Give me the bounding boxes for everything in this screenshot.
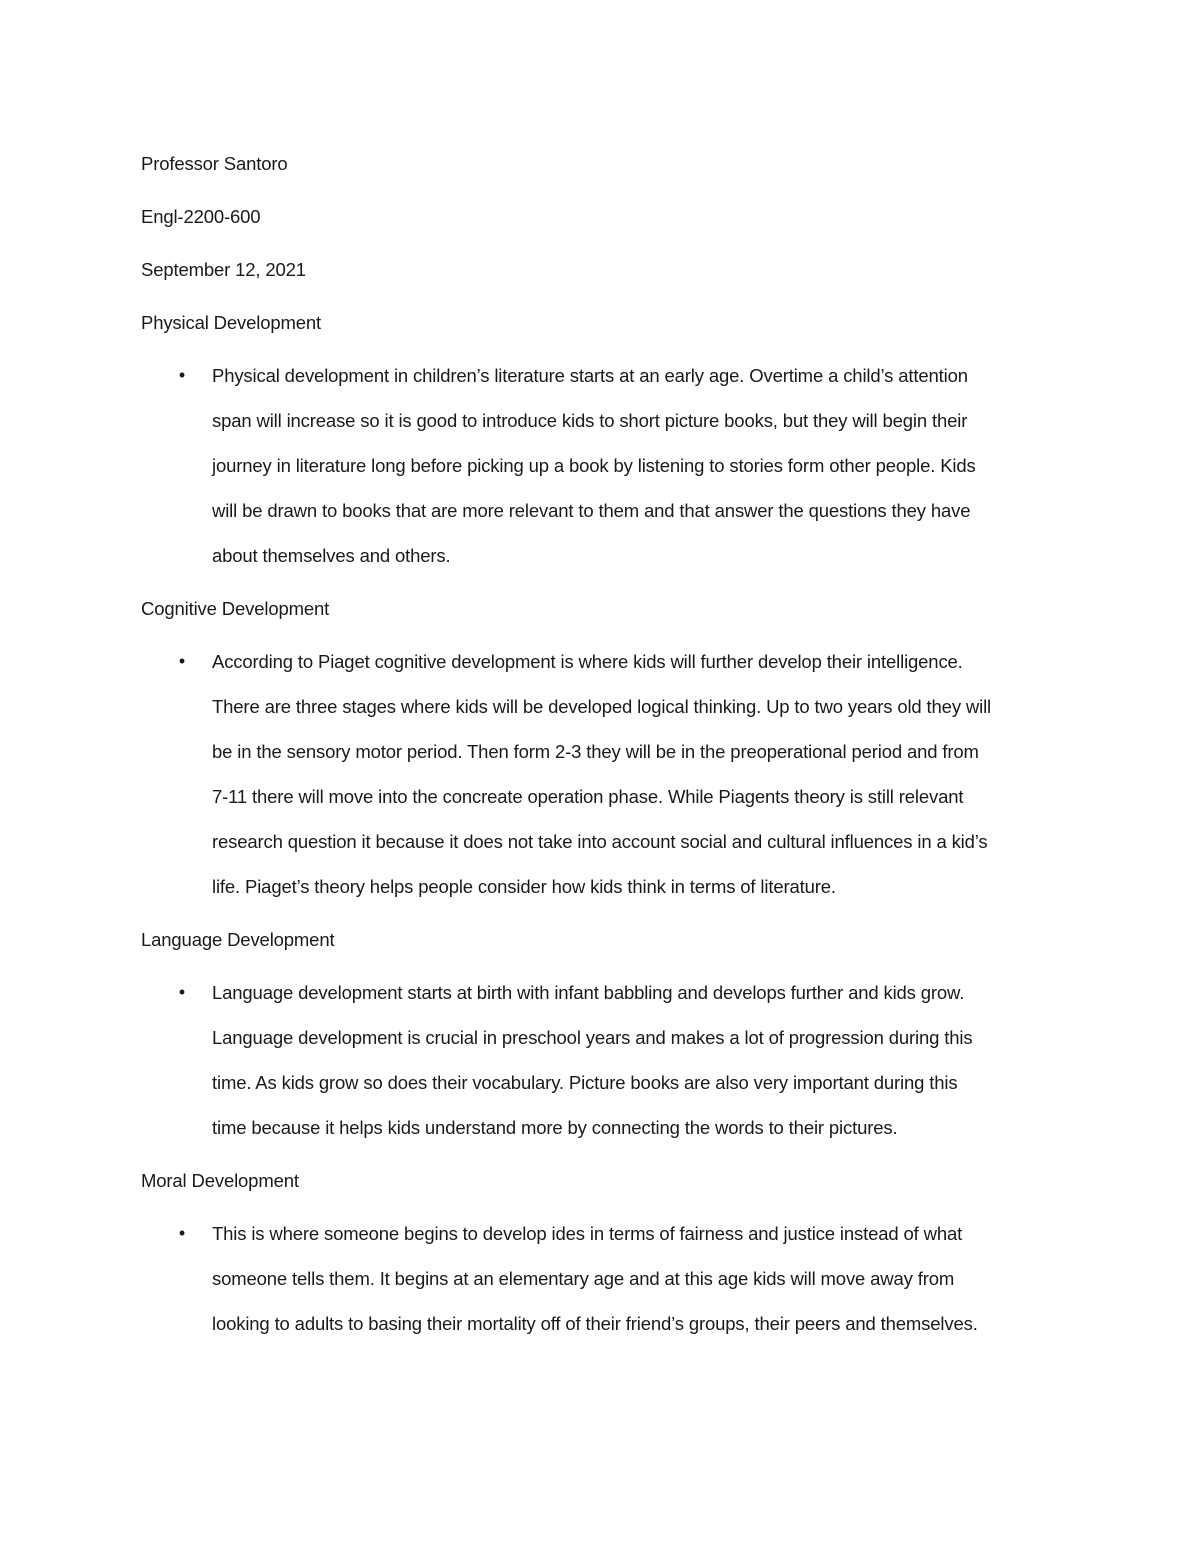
- paragraph-line: According to Piaget cognitive development is where kids will further develop their intelligence.: [212, 651, 963, 672]
- paragraph-line: There are three stages where kids will be developed logical thinking. Up to two years old they will: [212, 696, 992, 717]
- course-code: Engl-2200-600: [141, 206, 261, 227]
- bullet-list-language: [141, 970, 1061, 1150]
- section-heading-moral: Moral Development: [141, 1170, 299, 1191]
- paragraph-line: This is where someone begins to develop ides in terms of fairness and justice instead of what: [212, 1223, 963, 1244]
- list-item: [141, 970, 1061, 1150]
- paragraph-line: time because it helps kids understand more by connecting the words to their pictures.: [212, 1117, 898, 1138]
- bullet-icon: •: [178, 651, 186, 671]
- paragraph-line: someone tells them. It begins at an elementary age and at this age kids will move away from: [212, 1268, 955, 1289]
- bullet-list-cognitive: [141, 639, 1061, 909]
- bullet-icon: •: [178, 982, 186, 1002]
- list-item: [141, 639, 1061, 909]
- paragraph-line: journey in literature long before picking up a book by listening to stories form other people. Kids: [212, 455, 976, 476]
- list-item: [141, 1211, 1061, 1346]
- professor-name: Professor Santoro: [141, 153, 288, 174]
- list-item: [141, 353, 1061, 578]
- bullet-icon: •: [178, 1223, 186, 1243]
- bullet-icon: •: [178, 365, 186, 385]
- paragraph-line: 7-11 there will move into the concreate operation phase. While Piagents theory is still relevant: [212, 786, 964, 807]
- paragraph-line: be in the sensory motor period. Then form 2-3 they will be in the preoperational period and from: [212, 741, 979, 762]
- paragraph-line: looking to adults to basing their mortality off of their friend’s groups, their peers and themselves.: [212, 1313, 978, 1334]
- paragraph-line: will be drawn to books that are more relevant to them and that answer the questions they have: [212, 500, 971, 521]
- paragraph-line: life. Piaget’s theory helps people consider how kids think in terms of literature.: [212, 876, 836, 897]
- paragraph-line: Language development starts at birth with infant babbling and develops further and kids grow.: [212, 982, 965, 1003]
- paragraph-line: Language development is crucial in preschool years and makes a lot of progression during this: [212, 1027, 973, 1048]
- bullet-list-moral: [141, 1211, 1061, 1346]
- bullet-list-physical: [141, 353, 1061, 578]
- paragraph-line: research question it because it does not take into account social and cultural influences in a kid’s: [212, 831, 988, 852]
- section-heading-physical: Physical Development: [141, 312, 322, 333]
- paragraph-line: Physical development in children’s literature starts at an early age. Overtime a child’s attention: [212, 365, 968, 386]
- paragraph-line: about themselves and others.: [212, 545, 451, 566]
- document-body: [141, 141, 1061, 1354]
- section-heading-language: Language Development: [141, 929, 335, 950]
- section-heading-cognitive: Cognitive Development: [141, 598, 330, 619]
- paragraph-line: time. As kids grow so does their vocabulary. Picture books are also very important during this: [212, 1072, 958, 1093]
- document-date: September 12, 2021: [141, 259, 306, 280]
- paragraph-line: span will increase so it is good to introduce kids to short picture books, but they will begin their: [212, 410, 968, 431]
